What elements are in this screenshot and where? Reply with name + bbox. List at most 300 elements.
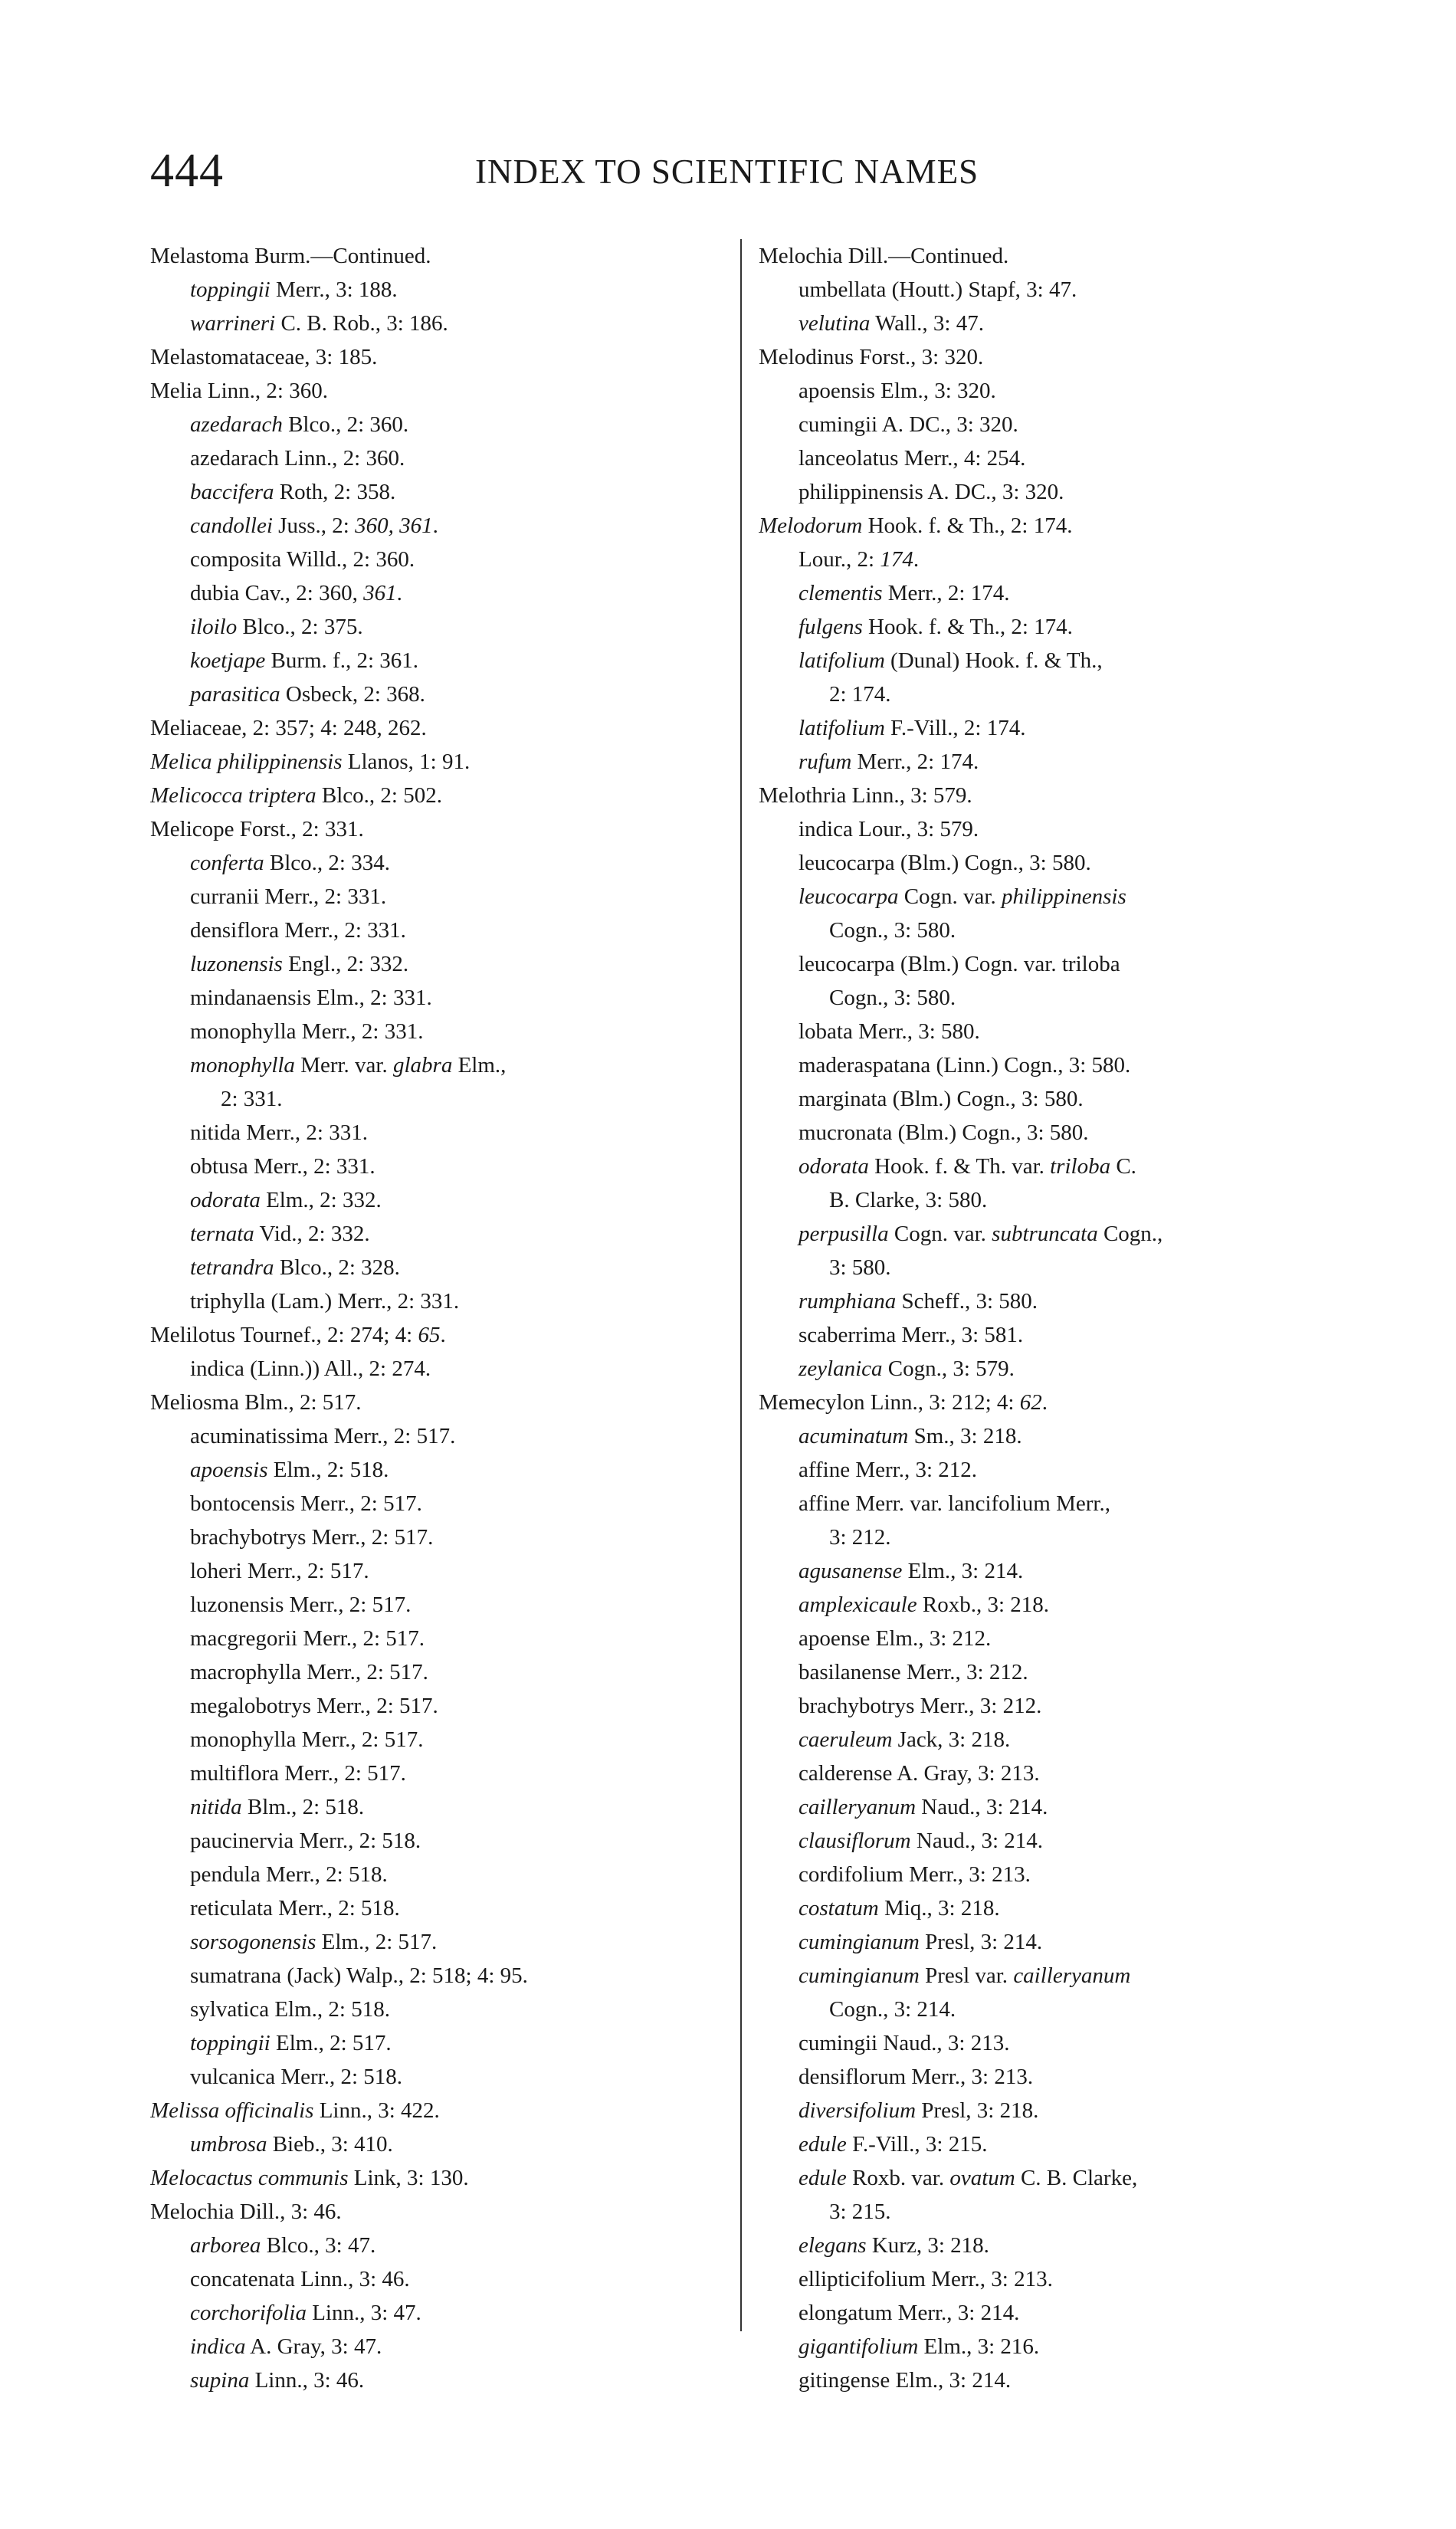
index-entry-sub bbox=[759, 2161, 1356, 2195]
index-entry-continuation bbox=[150, 1082, 733, 1116]
entry-text: C. B. Rob., 3: 186. bbox=[275, 311, 448, 336]
entry-text: Melothria Linn., 3: 579. bbox=[759, 783, 972, 808]
index-entry-main bbox=[150, 340, 733, 374]
index-entry-sub bbox=[150, 1352, 733, 1386]
entry-text: composita Willd., 2: 360. bbox=[190, 547, 415, 572]
entry-text: Juss., 2: bbox=[272, 513, 356, 538]
index-entry-sub bbox=[759, 2229, 1356, 2262]
entry-text: apoensis Elm., 3: 320. bbox=[799, 379, 996, 403]
italic-text: Melissa officinalis bbox=[150, 2098, 314, 2123]
entry-text: 2: 174. bbox=[829, 682, 891, 707]
italic-text: koetjape bbox=[190, 648, 266, 673]
entry-text: 3: 580. bbox=[829, 1255, 891, 1280]
entry-text: . bbox=[396, 581, 402, 605]
entry-text: C. B. Clarke, bbox=[1015, 2166, 1138, 2190]
entry-text: triphylla (Lam.) Merr., 2: 331. bbox=[190, 1289, 460, 1314]
entry-text: Roxb., 3: 218. bbox=[917, 1593, 1050, 1617]
italic-text: 62 bbox=[1019, 1390, 1042, 1415]
entry-text: Elm., 2: 518. bbox=[267, 1458, 389, 1482]
entry-text: affine Merr., 3: 212. bbox=[799, 1458, 978, 1482]
entry-text: cumingii Naud., 3: 213. bbox=[799, 2031, 1010, 2055]
italic-text: zeylanica bbox=[799, 1356, 883, 1381]
entry-text: Merr., 3: 188. bbox=[270, 277, 398, 302]
entry-text: Blco., 2: 328. bbox=[274, 1255, 400, 1280]
index-entry-sub bbox=[150, 1554, 733, 1588]
entry-text: Presl, 3: 218. bbox=[916, 2098, 1039, 2123]
entry-text: densiflorum Merr., 3: 213. bbox=[799, 2065, 1034, 2089]
italic-text: 360, 361 bbox=[355, 513, 433, 538]
entry-text: Blco., 2: 334. bbox=[264, 851, 390, 875]
index-entry-sub bbox=[150, 880, 733, 914]
entry-text: Linn., 3: 47. bbox=[306, 2301, 421, 2325]
entry-text: sumatrana (Jack) Walp., 2: 518; 4: 95. bbox=[190, 1963, 528, 1988]
entry-text: Linn., 3: 422. bbox=[313, 2098, 440, 2123]
italic-text: acuminatum bbox=[799, 1424, 909, 1448]
entry-text: Sm., 3: 218. bbox=[908, 1424, 1022, 1448]
entry-text: Blco., 2: 360. bbox=[282, 412, 409, 437]
entry-text: reticulata Merr., 2: 518. bbox=[190, 1896, 400, 1921]
index-entry-sub bbox=[759, 1858, 1356, 1891]
entry-text: Cogn., 3: 579. bbox=[882, 1356, 1015, 1381]
entry-text: apoense Elm., 3: 212. bbox=[799, 1626, 992, 1651]
index-entry-sub bbox=[759, 1048, 1356, 1082]
italic-text: ovatum bbox=[949, 2166, 1015, 2190]
italic-text: agusanense bbox=[799, 1559, 903, 1583]
entry-text: dubia Cav., 2: 360, bbox=[190, 581, 364, 605]
index-entry-sub bbox=[150, 1689, 733, 1723]
entry-text: Osbeck, 2: 368. bbox=[280, 682, 425, 707]
entry-text: Vid., 2: 332. bbox=[254, 1222, 370, 1246]
italic-text: indica bbox=[190, 2334, 246, 2359]
entry-text: F.-Vill., 2: 174. bbox=[884, 716, 1026, 740]
index-entry-sub bbox=[150, 1858, 733, 1891]
index-entry-sub bbox=[759, 1689, 1356, 1723]
entry-text: densiflora Merr., 2: 331. bbox=[190, 918, 406, 943]
index-entry-sub bbox=[150, 475, 733, 509]
entry-text: scaberrima Merr., 3: 581. bbox=[799, 1323, 1024, 1347]
entry-text: vulcanica Merr., 2: 518. bbox=[190, 2065, 403, 2089]
index-entry-sub bbox=[759, 745, 1356, 779]
entry-text: Scheff., 3: 580. bbox=[896, 1289, 1038, 1314]
entry-text: Cogn., bbox=[1097, 1222, 1163, 1246]
index-entry-sub bbox=[759, 408, 1356, 441]
entry-text: F.-Vill., 3: 215. bbox=[846, 2132, 988, 2157]
index-entry-main bbox=[150, 2195, 733, 2229]
entry-text: Miq., 3: 218. bbox=[878, 1896, 1000, 1921]
index-entry-continuation bbox=[759, 1520, 1356, 1554]
index-entry-continuation bbox=[759, 1183, 1356, 1217]
entry-text: Presl var. bbox=[919, 1963, 1014, 1988]
entry-text: loheri Merr., 2: 517. bbox=[190, 1559, 369, 1583]
italic-text: tetrandra bbox=[190, 1255, 274, 1280]
entry-text: calderense A. Gray, 3: 213. bbox=[799, 1761, 1040, 1786]
index-entry-sub bbox=[759, 1453, 1356, 1487]
index-entry-sub bbox=[759, 610, 1356, 644]
entry-text: acuminatissima Merr., 2: 517. bbox=[190, 1424, 456, 1448]
entry-text: Hook. f. & Th., 2: 174. bbox=[862, 615, 1073, 639]
index-entry-sub bbox=[759, 2127, 1356, 2161]
italic-text: gigantifolium bbox=[799, 2334, 919, 2359]
italic-text: clausiflorum bbox=[799, 1829, 911, 1853]
entry-text: A. Gray, 3: 47. bbox=[245, 2334, 382, 2359]
entry-text: Merr., 2: 174. bbox=[882, 581, 1010, 605]
index-entry-sub bbox=[150, 846, 733, 880]
entry-text: paucinervia Merr., 2: 518. bbox=[190, 1829, 421, 1853]
italic-text: sorsogonensis bbox=[190, 1930, 316, 1954]
index-entry-sub bbox=[759, 576, 1356, 610]
entry-text: Elm., 3: 216. bbox=[918, 2334, 1040, 2359]
entry-text: Link, 3: 130. bbox=[348, 2166, 469, 2190]
italic-text: leucocarpa bbox=[799, 884, 899, 909]
entry-text: leucocarpa (Blm.) Cogn., 3: 580. bbox=[799, 851, 1091, 875]
entry-text: Melochia Dill.—Continued. bbox=[759, 244, 1009, 268]
entry-text: gitingense Elm., 3: 214. bbox=[799, 2368, 1012, 2393]
index-entry-main bbox=[759, 239, 1356, 273]
entry-text: Roth, 2: 358. bbox=[274, 480, 396, 504]
index-entry-sub bbox=[150, 543, 733, 576]
italic-text: apoensis bbox=[190, 1458, 268, 1482]
index-entry-sub bbox=[759, 1419, 1356, 1453]
entry-text: Hook. f. & Th. var. bbox=[868, 1154, 1051, 1179]
index-entry-sub bbox=[150, 1655, 733, 1689]
index-entry-sub bbox=[150, 1925, 733, 1959]
index-entry-sub bbox=[150, 1150, 733, 1183]
italic-text: latifolium bbox=[799, 648, 885, 673]
index-entry-sub bbox=[150, 307, 733, 340]
entry-text: Elm., 3: 214. bbox=[902, 1559, 1024, 1583]
index-entry-sub bbox=[150, 1824, 733, 1858]
entry-text: affine Merr. var. lancifolium Merr., bbox=[799, 1491, 1110, 1516]
italic-text: cumingianum bbox=[799, 1930, 920, 1954]
entry-text: Lour., 2: bbox=[799, 547, 880, 572]
entry-text: Hook. f. & Th., 2: 174. bbox=[862, 513, 1073, 538]
entry-text: macrophylla Merr., 2: 517. bbox=[190, 1660, 428, 1684]
index-entry-sub bbox=[759, 2026, 1356, 2060]
italic-text: edule bbox=[799, 2166, 847, 2190]
index-entry-sub bbox=[150, 947, 733, 981]
entry-text: Elm., 2: 517. bbox=[316, 1930, 438, 1954]
italic-text: cumingianum bbox=[799, 1963, 920, 1988]
entry-text: Blco., 2: 375. bbox=[237, 615, 363, 639]
entry-text: Memecylon Linn., 3: 212; 4: bbox=[759, 1390, 1020, 1415]
index-entry-sub bbox=[150, 1284, 733, 1318]
index-entry-main bbox=[150, 812, 733, 846]
italic-text: 65 bbox=[418, 1323, 441, 1347]
index-entry-sub bbox=[759, 1082, 1356, 1116]
index-entry-sub bbox=[759, 2363, 1356, 2397]
index-entry-sub bbox=[759, 1487, 1356, 1520]
index-entry-continuation bbox=[759, 1251, 1356, 1284]
entry-text: Blco., 2: 502. bbox=[316, 783, 442, 808]
entry-text: Cogn., 3: 580. bbox=[829, 986, 956, 1010]
index-entry-main bbox=[759, 1386, 1356, 1419]
italic-text: umbrosa bbox=[190, 2132, 267, 2157]
italic-text: clementis bbox=[799, 581, 883, 605]
page-number: 444 bbox=[150, 145, 224, 197]
column-divider bbox=[740, 239, 742, 2331]
italic-text: baccifera bbox=[190, 480, 274, 504]
index-entry-continuation bbox=[759, 981, 1356, 1015]
entry-text: pendula Merr., 2: 518. bbox=[190, 1862, 388, 1887]
index-entry-sub bbox=[150, 1622, 733, 1655]
entry-text: Naud., 3: 214. bbox=[910, 1829, 1043, 1853]
index-entry-sub bbox=[759, 1959, 1356, 1993]
index-entry-main bbox=[759, 340, 1356, 374]
italic-text: triloba bbox=[1050, 1154, 1111, 1179]
index-entry-sub bbox=[150, 981, 733, 1015]
index-entry-sub bbox=[759, 2060, 1356, 2094]
entry-text: cumingii A. DC., 3: 320. bbox=[799, 412, 1018, 437]
entry-text: . bbox=[1041, 1390, 1048, 1415]
italic-text: conferta bbox=[190, 851, 264, 875]
entry-text: obtusa Merr., 2: 331. bbox=[190, 1154, 375, 1179]
italic-text: amplexicaule bbox=[799, 1593, 917, 1617]
index-entry-sub bbox=[150, 644, 733, 677]
italic-text: monophylla bbox=[190, 1053, 295, 1078]
italic-text: diversifolium bbox=[799, 2098, 917, 2123]
entry-text: lanceolatus Merr., 4: 254. bbox=[799, 446, 1026, 471]
entry-text: leucocarpa (Blm.) Cogn. var. triloba bbox=[799, 952, 1120, 976]
entry-text: Cogn. var. bbox=[898, 884, 1002, 909]
entry-text: maderaspatana (Linn.) Cogn., 3: 580. bbox=[799, 1053, 1131, 1078]
index-entry-main bbox=[759, 509, 1356, 543]
entry-text: macgregorii Merr., 2: 517. bbox=[190, 1626, 425, 1651]
entry-text: 3: 212. bbox=[829, 1525, 891, 1550]
entry-text: 3: 215. bbox=[829, 2199, 891, 2224]
index-entry-sub bbox=[759, 1790, 1356, 1824]
index-entry-sub bbox=[759, 846, 1356, 880]
italic-text: Melocactus communis bbox=[150, 2166, 349, 2190]
italic-text: Melicocca triptera bbox=[150, 783, 316, 808]
index-entry-sub bbox=[150, 509, 733, 543]
index-entry-main bbox=[150, 745, 733, 779]
italic-text: costatum bbox=[799, 1896, 879, 1921]
entry-text: Melodinus Forst., 3: 320. bbox=[759, 345, 984, 369]
index-entry-sub bbox=[759, 543, 1356, 576]
index-entry-sub bbox=[150, 273, 733, 307]
index-entry-main bbox=[759, 779, 1356, 812]
entry-text: Burm. f., 2: 361. bbox=[265, 648, 419, 673]
index-entry-sub bbox=[759, 1284, 1356, 1318]
italic-text: rumphiana bbox=[799, 1289, 897, 1314]
index-entry-sub bbox=[150, 1251, 733, 1284]
index-entry-main bbox=[150, 2094, 733, 2127]
italic-text: 174 bbox=[880, 547, 913, 572]
page-title: INDEX TO SCIENTIFIC NAMES bbox=[475, 153, 979, 191]
italic-text: odorata bbox=[190, 1188, 261, 1212]
index-entry-main bbox=[150, 779, 733, 812]
entry-text: multiflora Merr., 2: 517. bbox=[190, 1761, 406, 1786]
index-entry-sub bbox=[759, 947, 1356, 981]
entry-text: Elm., 2: 517. bbox=[270, 2031, 392, 2055]
entry-text: elongatum Merr., 3: 214. bbox=[799, 2301, 1020, 2325]
entry-text: . bbox=[440, 1323, 446, 1347]
index-entry-sub bbox=[150, 2127, 733, 2161]
index-entry-sub bbox=[150, 1588, 733, 1622]
italic-text: iloilo bbox=[190, 615, 238, 639]
index-entry-sub bbox=[759, 2330, 1356, 2363]
entry-text: bontocensis Merr., 2: 517. bbox=[190, 1491, 422, 1516]
index-entry-sub bbox=[150, 441, 733, 475]
index-entry-sub bbox=[150, 1723, 733, 1757]
index-entry-sub bbox=[759, 273, 1356, 307]
entry-text: Wall., 3: 47. bbox=[870, 311, 984, 336]
index-column-right bbox=[759, 239, 1356, 2397]
italic-text: Melica philippinensis bbox=[150, 750, 343, 774]
index-entry-sub bbox=[759, 307, 1356, 340]
italic-text: ternata bbox=[190, 1222, 254, 1246]
entry-text: philippinensis A. DC., 3: 320. bbox=[799, 480, 1064, 504]
italic-text: Melodorum bbox=[759, 513, 863, 538]
entry-text: lobata Merr., 3: 580. bbox=[799, 1019, 980, 1044]
index-entry-sub bbox=[759, 2296, 1356, 2330]
index-entry-sub bbox=[150, 1015, 733, 1048]
italic-text: subtruncata bbox=[992, 1222, 1098, 1246]
index-entry-sub bbox=[759, 1554, 1356, 1588]
entry-text: indica Lour., 3: 579. bbox=[799, 817, 979, 841]
entry-text: Melastoma Burm.—Continued. bbox=[150, 244, 431, 268]
entry-text: Meliosma Blm., 2: 517. bbox=[150, 1390, 362, 1415]
entry-text: indica (Linn.)) All., 2: 274. bbox=[190, 1356, 431, 1381]
entry-text: Presl, 3: 214. bbox=[919, 1930, 1043, 1954]
entry-text: Roxb. var. bbox=[846, 2166, 950, 2190]
italic-text: toppingii bbox=[190, 277, 271, 302]
index-entry-sub bbox=[150, 1487, 733, 1520]
italic-text: perpusilla bbox=[799, 1222, 889, 1246]
index-entry-sub bbox=[150, 1757, 733, 1790]
index-entry-sub bbox=[759, 441, 1356, 475]
entry-text: megalobotrys Merr., 2: 517. bbox=[190, 1694, 438, 1718]
index-entry-sub bbox=[150, 2229, 733, 2262]
index-entry-sub bbox=[150, 1959, 733, 1993]
index-entry-sub bbox=[150, 914, 733, 947]
entry-text: 2: 331. bbox=[221, 1087, 283, 1111]
italic-text: supina bbox=[190, 2368, 250, 2393]
entry-text: Merr., 2: 174. bbox=[851, 750, 979, 774]
index-entry-main bbox=[150, 239, 733, 273]
italic-text: cailleryanum bbox=[1013, 1963, 1131, 1988]
index-entry-sub bbox=[150, 2060, 733, 2094]
entry-text: mucronata (Blm.) Cogn., 3: 580. bbox=[799, 1120, 1089, 1145]
index-entry-main bbox=[150, 1318, 733, 1352]
italic-text: arborea bbox=[190, 2233, 261, 2258]
index-entry-sub bbox=[150, 2026, 733, 2060]
entry-text: . bbox=[432, 513, 438, 538]
index-entry-sub bbox=[150, 1183, 733, 1217]
index-entry-main bbox=[150, 374, 733, 408]
italic-text: warrineri bbox=[190, 311, 276, 336]
index-entry-sub bbox=[759, 1622, 1356, 1655]
entry-text: Melastomataceae, 3: 185. bbox=[150, 345, 378, 369]
entry-text: Jack, 3: 218. bbox=[892, 1727, 1011, 1752]
index-entry-sub bbox=[150, 2363, 733, 2397]
italic-text: corchorifolia bbox=[190, 2301, 307, 2325]
entry-text: C. bbox=[1110, 1154, 1136, 1179]
entry-text: Linn., 3: 46. bbox=[249, 2368, 365, 2393]
entry-text: Cogn., 3: 580. bbox=[829, 918, 956, 943]
index-entry-sub bbox=[150, 408, 733, 441]
italic-text: luzonensis bbox=[190, 952, 283, 976]
index-entry-sub bbox=[759, 1925, 1356, 1959]
index-entry-sub bbox=[150, 1453, 733, 1487]
entry-text: Melicope Forst., 2: 331. bbox=[150, 817, 364, 841]
italic-text: rufum bbox=[799, 750, 852, 774]
index-entry-sub bbox=[759, 1655, 1356, 1689]
entry-text: Meliaceae, 2: 357; 4: 248, 262. bbox=[150, 716, 427, 740]
entry-text: Melia Linn., 2: 360. bbox=[150, 379, 328, 403]
italic-text: caeruleum bbox=[799, 1727, 893, 1752]
italic-text: nitida bbox=[190, 1795, 242, 1819]
index-entry-sub bbox=[150, 1891, 733, 1925]
index-entry-sub bbox=[150, 1217, 733, 1251]
entry-text: basilanense Merr., 3: 212. bbox=[799, 1660, 1028, 1684]
entry-text: umbellata (Houtt.) Stapf, 3: 47. bbox=[799, 277, 1077, 302]
index-entry-sub bbox=[150, 610, 733, 644]
index-entry-sub bbox=[759, 1757, 1356, 1790]
italic-text: cailleryanum bbox=[799, 1795, 917, 1819]
index-entry-sub bbox=[150, 2330, 733, 2363]
entry-text: brachybotrys Merr., 3: 212. bbox=[799, 1694, 1042, 1718]
entry-text: Bieb., 3: 410. bbox=[267, 2132, 393, 2157]
index-entry-continuation bbox=[759, 2195, 1356, 2229]
index-column-left bbox=[150, 239, 733, 2397]
index-entry-sub bbox=[759, 1217, 1356, 1251]
index-entry-sub bbox=[759, 1318, 1356, 1352]
index-entry-sub bbox=[150, 1048, 733, 1082]
italic-text: philippinensis bbox=[1002, 884, 1126, 909]
index-entry-sub bbox=[759, 880, 1356, 914]
italic-text: parasitica bbox=[190, 682, 280, 707]
index-entry-continuation bbox=[759, 1993, 1356, 2026]
entry-text: monophylla Merr., 2: 331. bbox=[190, 1019, 424, 1044]
index-entry-sub bbox=[150, 576, 733, 610]
entry-text: Cogn., 3: 214. bbox=[829, 1997, 956, 2022]
index-entry-sub bbox=[759, 1824, 1356, 1858]
index-entry-sub bbox=[759, 374, 1356, 408]
entry-text: marginata (Blm.) Cogn., 3: 580. bbox=[799, 1087, 1084, 1111]
italic-text: toppingii bbox=[190, 2031, 271, 2055]
index-entry-sub bbox=[759, 812, 1356, 846]
entry-text: B. Clarke, 3: 580. bbox=[829, 1188, 988, 1212]
index-entry-main bbox=[150, 2161, 733, 2195]
entry-text: . bbox=[913, 547, 920, 572]
entry-text: ellipticifolium Merr., 3: 213. bbox=[799, 2267, 1053, 2291]
entry-text: Melilotus Tournef., 2: 274; 4: bbox=[150, 1323, 418, 1347]
italic-text: velutina bbox=[799, 311, 871, 336]
index-entry-sub bbox=[150, 1419, 733, 1453]
index-entry-sub bbox=[759, 2094, 1356, 2127]
index-entry-sub bbox=[150, 1116, 733, 1150]
index-entry-sub bbox=[759, 1015, 1356, 1048]
index-entry-continuation bbox=[759, 677, 1356, 711]
italic-text: candollei bbox=[190, 513, 273, 538]
entry-text: Merr. var. bbox=[294, 1053, 393, 1078]
index-entry-sub bbox=[759, 475, 1356, 509]
entry-text: Cogn. var. bbox=[888, 1222, 992, 1246]
italic-text: azedarach bbox=[190, 412, 283, 437]
entry-text: Blco., 3: 47. bbox=[261, 2233, 376, 2258]
entry-text: Kurz, 3: 218. bbox=[866, 2233, 989, 2258]
index-entry-sub bbox=[759, 1150, 1356, 1183]
entry-text: Elm., bbox=[452, 1053, 507, 1078]
index-entry-sub bbox=[759, 644, 1356, 677]
italic-text: elegans bbox=[799, 2233, 867, 2258]
index-entry-sub bbox=[759, 1352, 1356, 1386]
entry-text: Elm., 2: 332. bbox=[260, 1188, 382, 1212]
index-entry-sub bbox=[759, 711, 1356, 745]
italic-text: latifolium bbox=[799, 716, 885, 740]
entry-text: (Dunal) Hook. f. & Th., bbox=[884, 648, 1103, 673]
